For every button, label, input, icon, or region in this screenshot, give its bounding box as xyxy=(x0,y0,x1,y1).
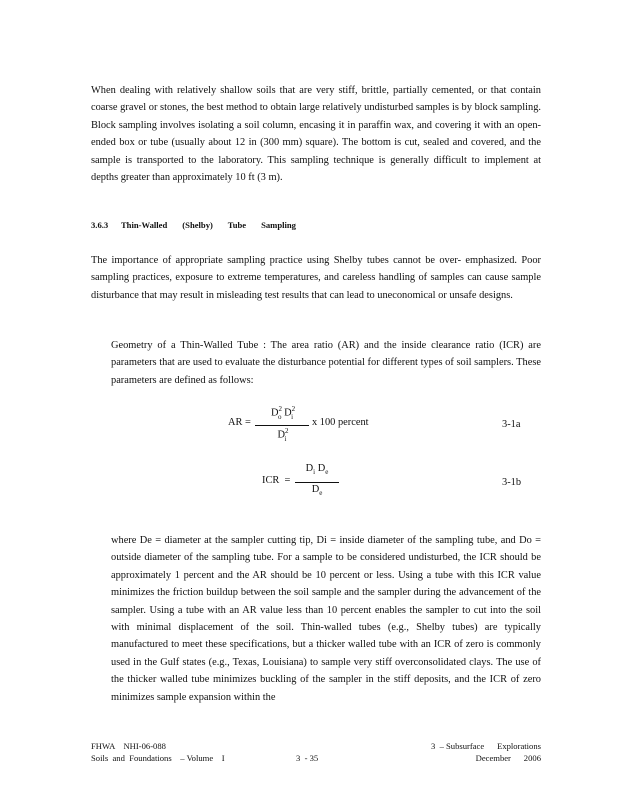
eq1-lhs: AR xyxy=(228,417,243,428)
shelby-importance-paragraph: The importance of appropriate sampling practice using Shelby tubes cannot be over- emphasized. Poor sampling practices, exposure to extreme temperatures, and careless handling of samples can cause sample disturbance that may result in misleading test results that can lead to uneconomical or unsafe designs. xyxy=(91,255,541,301)
eq2-equals: = xyxy=(284,475,291,486)
section-heading xyxy=(91,220,296,230)
eq2-lhs: ICR xyxy=(262,475,280,486)
section-number: 3.6.3 xyxy=(91,220,109,230)
eq1-denominator: $D^2_i$ xyxy=(277,427,289,443)
eq1-equals: = xyxy=(245,417,251,428)
geometry-bullet-text: Geometry of a Thin-Walled Tube : The area ratio (AR) and the inside clearance ratio (ICR) are parameters that are used to evaluate the disturbance potential for different types of soil samplers. These parameters are defined as follows: xyxy=(111,340,541,386)
footer-left xyxy=(91,740,225,764)
eq2-fraction-bar xyxy=(295,482,339,483)
equation-area-ratio xyxy=(228,405,408,445)
equation-inside-clearance-ratio xyxy=(262,463,382,503)
footer-volume: Soils and Foundations – Volume I xyxy=(91,753,225,763)
eq2-number: 3-1b xyxy=(502,477,522,488)
footer-chapter: 3 – Subsurface Explorations xyxy=(430,741,541,751)
eq1-fraction-bar xyxy=(255,425,309,426)
footer-date: December 2006 xyxy=(475,753,541,763)
eq2-denominator: $D_e$ xyxy=(311,484,323,498)
footer-right xyxy=(420,740,541,764)
eq1-number: 3-1a xyxy=(502,419,521,430)
eq1-numerator: $D^2_o$ $D^2_i$ xyxy=(270,405,296,421)
footer-page-number: 3 - 35 xyxy=(296,753,319,763)
footer-agency: FHWA NHI-06-088 xyxy=(91,741,166,751)
block-sampling-paragraph: When dealing with relatively shallow soils that are very stiff, brittle, partially cemented, or that contain coarse gravel or stones, the best method to obtain large relatively undisturbed samples is by block sampling. Block sampling involves isolating a soil column, encasing it in paraffin wax, and covering it with an open- ended box or tube (usually about 12 in (300 mm) square). The bottom is cut, sealed and covered, and the sample is transported to the laboratory. This sampling technique is generally difficult to implement at depths greater than approximately 10 ft (3 m). xyxy=(91,85,541,184)
eq2-numerator: $D_i$ $D_e$ xyxy=(305,463,329,477)
section-title: Thin-Walled (Shelby) Tube Sampling xyxy=(120,220,296,230)
eq1-multiplier: x 100 percent xyxy=(312,417,369,428)
definitions-paragraph: where De = diameter at the sampler cutting tip, Di = inside diameter of the sampling tube, and Do = outside diameter of the sampling tube. For a sample to be considered undisturbed, the ICR should be approximately 1 percent and the AR should be 10 percent or less. Using a tube with this ICR value minimizes the friction buildup between the soil sample and the sampler during the advancement of the sampler. Using a tube with an AR value less than 10 percent enables the sampler to cut into the soil with minimal displacement of the soil. Thin-walled tubes (e.g., Shelby tubes) are typically manufactured to meet these specifications, but a thicker walled tube with an ICR of zero is commonly used in the Gulf states (e.g., Texas, Louisiana) to sample very stiff overconsolidated clays. The use of the thicker walled tube minimizes buckling of the sampler in the stiff deposits, and the ICR of zero minimizes sample expansion within the xyxy=(111,535,541,703)
